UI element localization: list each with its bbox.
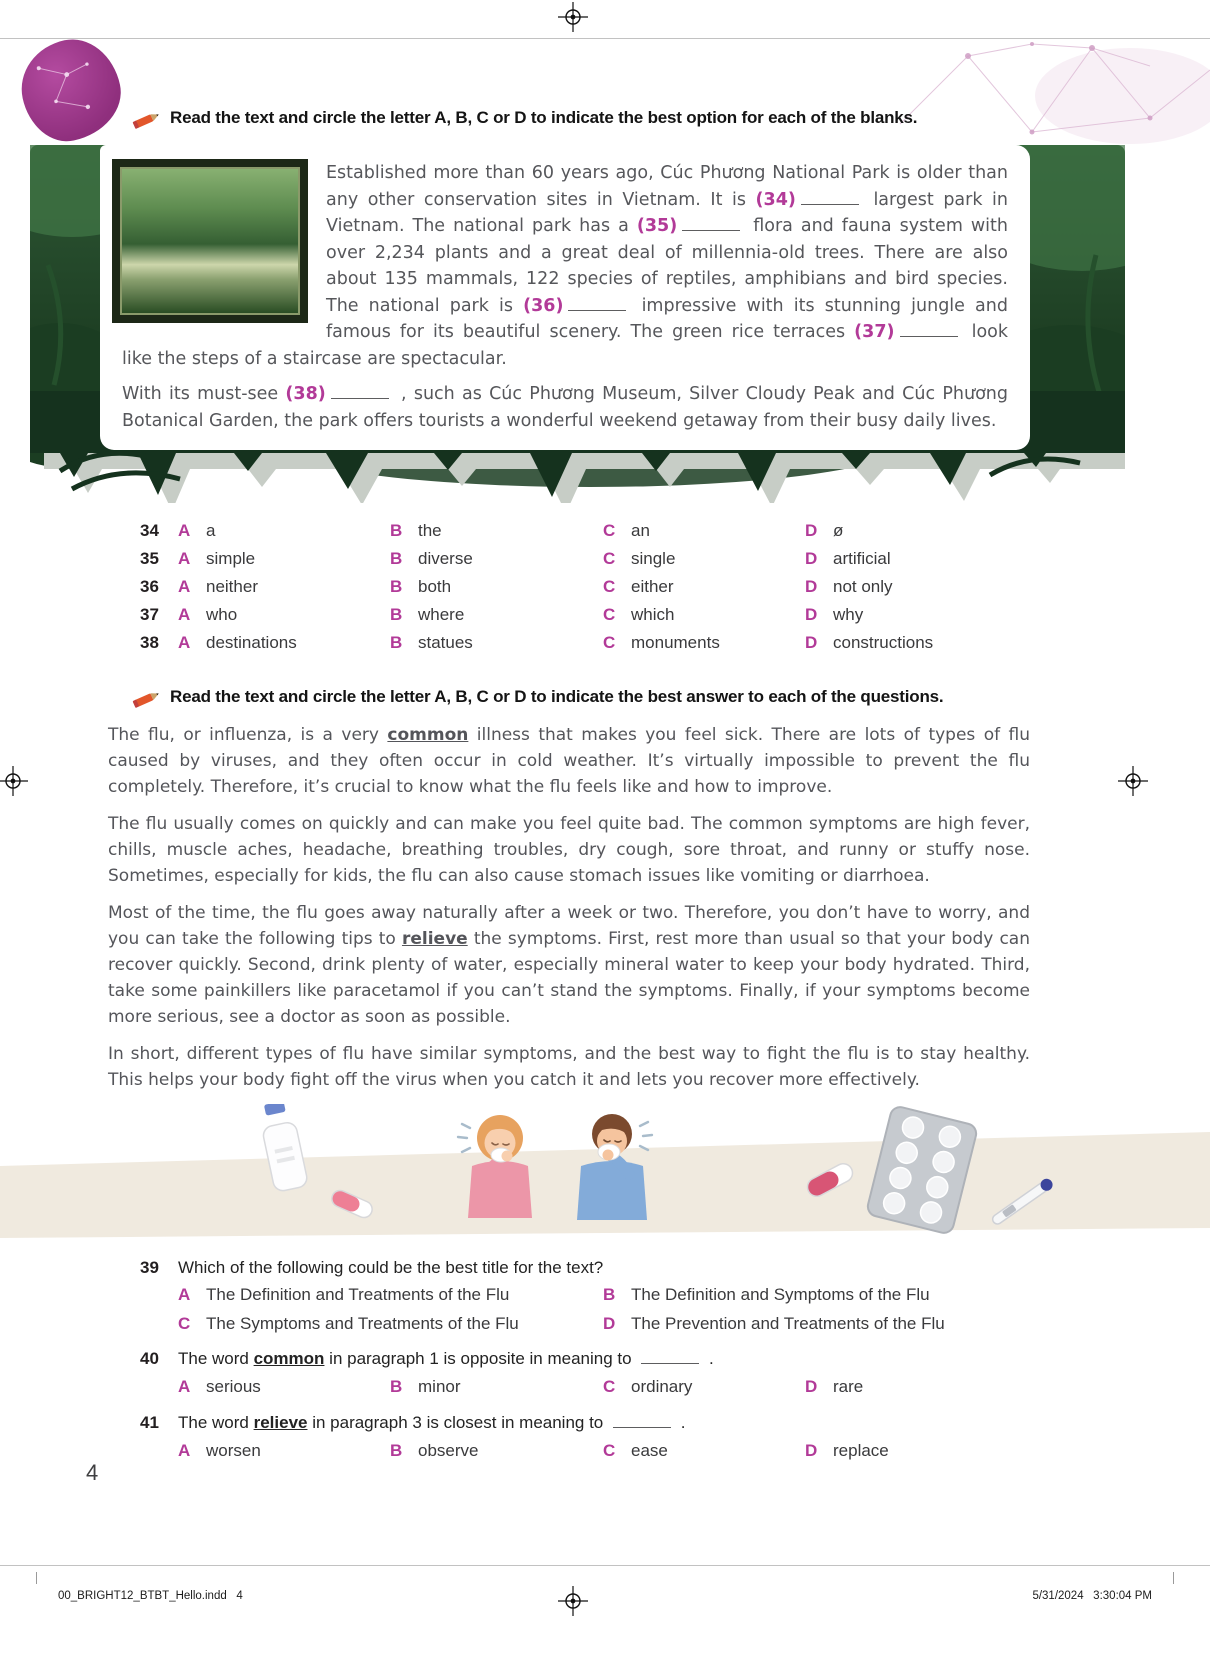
option-text: either	[631, 577, 674, 596]
option-text: not only	[833, 577, 893, 596]
exercise1-instruction-text: Read the text and circle the letter A, B, C or D to indicate the best option for each of the blanks.	[170, 108, 918, 127]
question-number: 40	[140, 1349, 159, 1368]
park-photo	[112, 159, 308, 323]
option-letter: A	[178, 1285, 191, 1304]
option-text: The Definition and Treatments of the Flu	[206, 1285, 510, 1304]
option-text: The Prevention and Treatments of the Flu	[631, 1314, 945, 1333]
option-letter: C	[178, 1314, 191, 1333]
option-text: single	[631, 549, 676, 568]
option-34-B	[390, 521, 603, 541]
flu-paragraph-1: The flu, or influenza, is a very common illness that makes you feel sick. There are lots of types of flu caused by viruses, and they often occur in cold weather. It’s virtually impossible to prevent the flu completely. Therefore, it’s crucial to know what the flu feels like and how to improve.	[108, 725, 1030, 797]
option-38-A	[178, 633, 390, 653]
registration-mark-bottom	[558, 1586, 588, 1616]
option-letter: D	[805, 605, 818, 624]
option-letter: D	[805, 549, 818, 568]
option-text: where	[418, 605, 465, 624]
flu-passage	[108, 722, 1030, 1093]
footer-filename: 00_BRIGHT12_BTBT_Hello.indd 4	[58, 1590, 243, 1602]
option-letter: C	[603, 521, 616, 540]
option-text: ease	[631, 1441, 668, 1460]
question-number: 37	[140, 605, 159, 624]
question-number: 41	[140, 1413, 159, 1432]
option-34-A	[178, 521, 390, 541]
option-text: replace	[833, 1441, 889, 1460]
park-reading-banner	[30, 145, 1125, 503]
option-letter: B	[390, 633, 403, 652]
question-prompt: The word common in paragraph 1 is opposite in meaning to .	[178, 1349, 714, 1368]
option-letter: A	[178, 1377, 191, 1396]
option-38-C	[603, 633, 805, 653]
option-35-B	[390, 549, 603, 569]
option-letter: D	[805, 577, 818, 596]
question-prompt: The word relieve in paragraph 3 is closest in meaning to .	[178, 1413, 686, 1432]
option-letter: D	[805, 633, 818, 652]
option-letter: D	[805, 1441, 818, 1460]
option-34-C	[603, 521, 805, 541]
park-passage-paragraph-2: With its must-see (38) , such as Cúc Phương Museum, Silver Cloudy Peak and Cúc Phương Botanical Garden, the park offers tourists a wonderful weekend getaway from their busy daily lives.	[122, 384, 1008, 431]
option-text: a	[206, 521, 216, 540]
park-passage-paragraph-1: Established more than 60 years ago, Cúc Phương National Park is older than any other conservation sites in Vietnam. It is (34) largest park in Vietnam. The national park has a (35) flora and fauna system with over 2,234 plants and a great deal of millennia-old trees. There are also about 135 mammals, 122 species of reptiles, amphibians and bird species. The national park is (36) impressive with its stunning jungle and famous for its beautiful scenery. The green rice terraces (37) look like the steps of a staircase are spectacular.	[122, 163, 1008, 369]
question-40	[140, 1349, 1150, 1400]
question-row-36	[140, 577, 1210, 605]
option-36-C	[603, 577, 805, 597]
footer-timestamp: 5/31/2024 3:30:04 PM	[1032, 1590, 1152, 1602]
option-letter: B	[390, 605, 403, 624]
option-40-B	[390, 1374, 603, 1400]
question-row-34	[140, 521, 1210, 549]
option-35-C	[603, 549, 805, 569]
pencil-icon	[132, 686, 162, 710]
option-37-A	[178, 605, 390, 625]
option-text: ordinary	[631, 1377, 693, 1396]
option-text: the	[418, 521, 442, 540]
option-text: worsen	[206, 1441, 261, 1460]
flu-paragraph-4: In short, different types of flu have similar symptoms, and the best way to fight the flu is to stay healthy. This helps your body fight off the virus when you catch it and lets you recover more effectively.	[108, 1044, 1030, 1090]
option-letter: C	[603, 605, 616, 624]
option-letter: C	[603, 633, 616, 652]
exercise1-instruction	[132, 108, 1122, 131]
option-41-A	[178, 1438, 390, 1464]
option-text: why	[833, 605, 864, 624]
option-37-D	[805, 605, 1210, 625]
option-letter: B	[390, 1377, 403, 1396]
option-letter: D	[603, 1314, 616, 1333]
capsule-pill-icon	[817, 1173, 843, 1187]
option-38-D	[805, 633, 1210, 653]
option-text: simple	[206, 549, 256, 568]
option-letter: A	[178, 549, 191, 568]
option-39-B	[603, 1282, 1150, 1308]
questions-34-38	[140, 521, 1210, 661]
question-number: 38	[140, 633, 159, 652]
exercise2-instruction-text: Read the text and circle the letter A, B, C or D to indicate the best answer to each of the questions.	[170, 687, 944, 706]
flu-paragraph-2: The flu usually comes on quickly and can make you feel quite bad. The common symptoms are high fever, chills, muscle aches, headache, breathing troubles, dry cough, sore throat, and runny or stuffy nose. Sometimes, especially for kids, the flu can also cause stomach issues like vomiting or diarrhoea.	[108, 814, 1030, 886]
crop-tick	[36, 1572, 37, 1584]
option-letter: A	[178, 633, 191, 652]
option-letter: C	[603, 1441, 616, 1460]
option-text: The Definition and Symptoms of the Flu	[631, 1285, 930, 1304]
option-38-B	[390, 633, 603, 653]
option-text: constructions	[833, 633, 934, 652]
option-letter: A	[178, 605, 191, 624]
flu-paragraph-3: Most of the time, the flu goes away naturally after a week or two. Therefore, you don’t have to worry, and you can take the following tips to relieve the symptoms. First, rest more than usual so that your body can recover quickly. Second, drink plenty of water, especially mineral water to keep your body hydrated. Third, take some painkillers like paracetamol if you can’t stand the symptoms. Finally, if your symptoms become more serious, see a doctor as soon as possible.	[108, 903, 1030, 1027]
option-letter: C	[603, 577, 616, 596]
option-35-D	[805, 549, 1210, 569]
question-prompt: Which of the following could be the best title for the text?	[178, 1258, 604, 1277]
option-letter: C	[603, 1377, 616, 1396]
option-text: minor	[418, 1377, 461, 1396]
option-text: rare	[833, 1377, 864, 1396]
question-row-35	[140, 549, 1210, 577]
capsule-pill-icon	[340, 1199, 364, 1210]
option-text: both	[418, 577, 452, 596]
option-text: which	[631, 605, 675, 624]
sick-man-illustration	[577, 1114, 652, 1220]
option-letter: D	[805, 521, 818, 540]
question-number: 34	[140, 521, 159, 540]
footer-rule	[0, 1565, 1210, 1566]
option-34-D	[805, 521, 1210, 541]
crop-tick	[1173, 1572, 1174, 1584]
option-letter: A	[178, 521, 191, 540]
question-row-38	[140, 633, 1210, 661]
option-text: an	[631, 521, 650, 540]
option-37-B	[390, 605, 603, 625]
option-letter: B	[390, 577, 403, 596]
option-37-C	[603, 605, 805, 625]
question-39	[140, 1258, 1150, 1337]
exercise2-instruction	[132, 687, 1122, 710]
question-number: 36	[140, 577, 159, 596]
option-39-C	[178, 1311, 603, 1337]
option-text: monuments	[631, 633, 720, 652]
option-39-A	[178, 1282, 603, 1308]
question-41	[140, 1413, 1150, 1464]
option-text: observe	[418, 1441, 479, 1460]
option-letter: B	[390, 521, 403, 540]
option-text: who	[206, 605, 238, 624]
park-passage-box	[100, 145, 1030, 450]
option-text: statues	[418, 633, 473, 652]
option-letter: D	[805, 1377, 818, 1396]
option-letter: B	[603, 1285, 616, 1304]
question-row-37	[140, 605, 1210, 633]
option-letter: B	[390, 1441, 403, 1460]
option-41-C	[603, 1438, 805, 1464]
option-36-A	[178, 577, 390, 597]
option-letter: C	[603, 549, 616, 568]
option-36-B	[390, 577, 603, 597]
option-letter: A	[178, 577, 191, 596]
option-40-A	[178, 1374, 390, 1400]
option-text: The Symptoms and Treatments of the Flu	[206, 1314, 519, 1333]
page-number: 4	[86, 1460, 99, 1485]
option-text: artificial	[833, 549, 891, 568]
option-text: destinations	[206, 633, 297, 652]
option-text: serious	[206, 1377, 261, 1396]
option-40-D	[805, 1374, 1150, 1400]
option-text: neither	[206, 577, 258, 596]
flu-illustration	[0, 1104, 1210, 1244]
questions-39-41	[140, 1258, 1150, 1464]
option-39-D	[603, 1311, 1150, 1337]
option-35-A	[178, 549, 390, 569]
option-text: diverse	[418, 549, 473, 568]
question-number: 35	[140, 549, 159, 568]
option-letter: B	[390, 549, 403, 568]
pencil-icon	[132, 107, 162, 131]
question-number: 39	[140, 1258, 159, 1277]
option-40-C	[603, 1374, 805, 1400]
option-41-D	[805, 1438, 1150, 1464]
option-36-D	[805, 577, 1210, 597]
option-text: ø	[833, 521, 844, 540]
option-41-B	[390, 1438, 603, 1464]
option-letter: A	[178, 1441, 191, 1460]
